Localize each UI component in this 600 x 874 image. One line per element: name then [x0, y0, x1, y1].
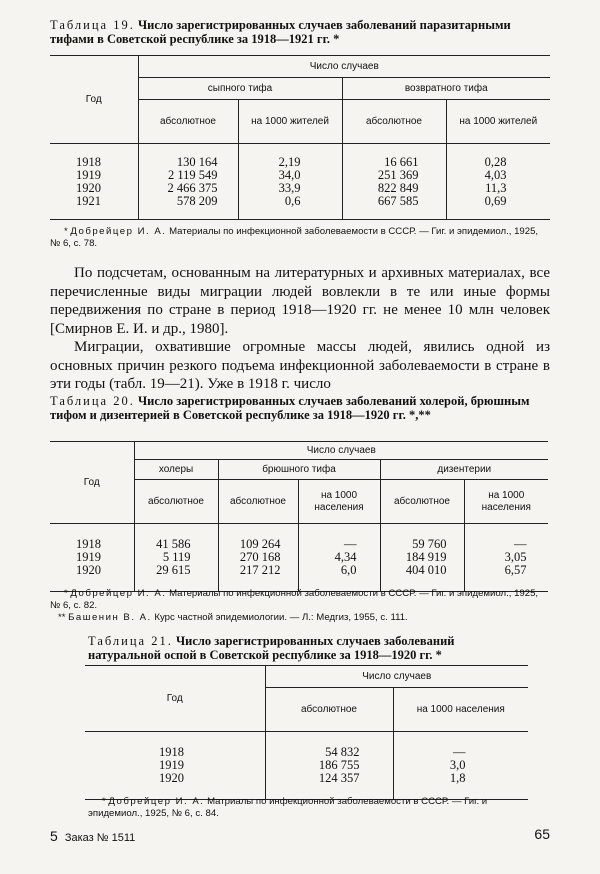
footnote-author: Добрейцер И. А.: [70, 588, 167, 599]
table-20-footnote-1: * Добрейцер И. А. Материалы по инфекционной заболеваемости в СССР. — Гиг. и эпидемиол., 1925, № 6, с. 82.: [50, 588, 539, 611]
paragraph-2: Миграции, охватившие огромные массы людей, явились одной из основных причин резкого подъема инфекционной заболеваемости в стране в эти годы (табл. 19—21). Уже в 1918 г. число: [50, 339, 550, 392]
table-21-title: Число зарегистрированных случаев заболеваний натуральной оспой в Советской республике за 1918—1920 гг. *: [88, 634, 455, 662]
table-19-caption: [50, 18, 550, 46]
table-19-relapsing-abs: 16 661 251 369 822 849 667 585: [377, 155, 419, 208]
table-20-typhoid-abs-header: абсолютное: [218, 480, 298, 524]
printer-mark: [50, 828, 135, 844]
table-20-typhoid-header: брюшного тифа: [218, 460, 380, 480]
table-19-typhus-header: сыпного тифа: [138, 78, 342, 100]
table-row: 1920: [159, 771, 184, 785]
table-20-group-header: Число случаев: [134, 442, 548, 460]
table-21-group-header: Число случаев: [265, 666, 528, 688]
footnote-text: Материалы по инфекционной заболеваемости в СССР. — Гиг. и эпидемиол., 1925, № 6, с. 78.: [50, 226, 539, 249]
page-number: 65: [534, 826, 550, 842]
table-21-per-header: на 1000 населения: [393, 688, 528, 732]
table-19-label: Таблица 19.: [50, 18, 135, 32]
order-number: Заказ № 1511: [64, 832, 136, 844]
table-19-typhus-per: 2,19 34,0 33,9 0,6: [278, 155, 301, 208]
table-21-year-header: Год: [166, 693, 183, 704]
table-20-cholera-abs-header: абсолютное: [134, 480, 218, 524]
footnote-text: Материалы по инфекционной заболеваемости в СССР. — Гиг. и эпидемиол., 1925, № 6, с. 82.: [50, 588, 539, 611]
table-20-typhoid-abs: 109 264 270 168 217 212: [239, 537, 281, 577]
table-row: 1919: [159, 758, 184, 772]
table-19-typhus-abs: 130 164 2 119 549 2 466 375 578 209: [167, 155, 218, 208]
table-19-per-header-2: на 1000 жителей: [446, 100, 550, 144]
table-row: 1918: [76, 155, 101, 169]
footnote-text: Матриалы по инфекционной заболеваемости в СССР. — Гиг. и эпидемиол., 1925, № 6, с. 84.: [88, 796, 488, 819]
table-row: 1919: [76, 168, 101, 182]
table-21: [85, 665, 528, 800]
paragraph-1: По подсчетам, основанным на литературных и архивных материалах, все перечисленные виды миграции людей вовлекли в те или иные формы передвижения по стране в период 1918—1920 гг. не менее 10 млн человек [Смирнов Е. И. и др., 1980].: [50, 265, 550, 337]
table-20-cholera-abs: 41 586 5 119 29 615: [156, 537, 191, 577]
table-19-year-header: Год: [85, 94, 102, 105]
table-row: 1918: [159, 745, 184, 759]
table-20-cholera-header: холеры: [134, 460, 218, 480]
table-21-abs-header: абсолютное: [265, 688, 393, 732]
footnote-author: Башенин В. А.: [68, 612, 152, 623]
table-20-label: Таблица 20.: [50, 394, 135, 408]
table-row: 1920: [76, 563, 101, 577]
table-20-dysentery-per-header: на 1000 населения: [464, 480, 548, 524]
table-19-abs-header-2: абсолютное: [342, 100, 446, 144]
table-19-relapsing-per: 0,28 4,03 11,3 0,69: [484, 155, 507, 208]
table-20-years: [76, 538, 134, 577]
table-21-footnote: * Добрейцер И. А. Матриалы по инфекционной заболеваемости в СССР. — Гиг. и эпидемиол., 1925, № 6, с. 84.: [88, 796, 488, 819]
table-20-typhoid-per-header: на 1000 населения: [298, 480, 380, 524]
table-21-caption: [88, 634, 528, 662]
table-21-smallpox-abs: 54 832 186 755 124 357: [318, 745, 360, 785]
table-20-dysentery-abs-header: абсолютное: [380, 480, 464, 524]
table-20-typhoid-per: — 4,34 6,0: [334, 537, 357, 577]
table-19-group-header: Число случаев: [138, 56, 550, 78]
table-19-abs-header: абсолютное: [138, 100, 238, 144]
table-19: [50, 55, 550, 220]
table-21-label: Таблица 21.: [88, 634, 173, 648]
footnote-author: Добрейцер И. А.: [70, 226, 167, 237]
table-19-footnote: * Добрейцер И. А. Материалы по инфекционной заболеваемости в СССР. — Гиг. и эпидемиол., 1925, № 6, с. 78.: [50, 226, 539, 249]
table-20-dysentery-abs: 59 760 184 919 404 010: [405, 537, 447, 577]
table-20-footnote-2: ** Башенин В. А. Курс частной эпидемиологии. — Л.: Медгиз, 1955, с. 111.: [58, 612, 408, 623]
table-20: [50, 441, 548, 592]
table-20-dysentery-header: дизентерии: [380, 460, 548, 480]
table-20-title: Число зарегистрированных случаев заболеваний холерой, брюшным тифом и дизентерией в Советской республике за 1918—1920 гг. *,**: [50, 394, 530, 422]
table-19-title: Число зарегистрированных случаев заболеваний паразитарными тифами в Советской республике за 1918—1921 гг. *: [50, 18, 511, 46]
table-21-smallpox-per: — 3,0 1,8: [449, 745, 466, 785]
footnote-author: Добрейцер И. А.: [108, 796, 205, 807]
body-text: [50, 264, 550, 394]
table-21-years: [159, 746, 265, 785]
table-19-years: [76, 156, 138, 208]
table-row: 1921: [76, 194, 101, 208]
table-19-per-header: на 1000 жителей: [238, 100, 342, 144]
table-19-relapsing-header: возвратного тифа: [342, 78, 550, 100]
table-row: 1918: [76, 537, 101, 551]
table-20-dysentery-per: — 3,05 6,57: [504, 537, 527, 577]
signature-number: 5: [50, 828, 58, 844]
table-row: 1919: [76, 550, 101, 564]
table-20-year-header: Год: [83, 477, 100, 488]
table-20-caption: [50, 394, 550, 422]
footnote-text: Курс частной эпидемиологии. — Л.: Медгиз, 1955, с. 111.: [154, 612, 408, 623]
table-row: 1920: [76, 181, 101, 195]
